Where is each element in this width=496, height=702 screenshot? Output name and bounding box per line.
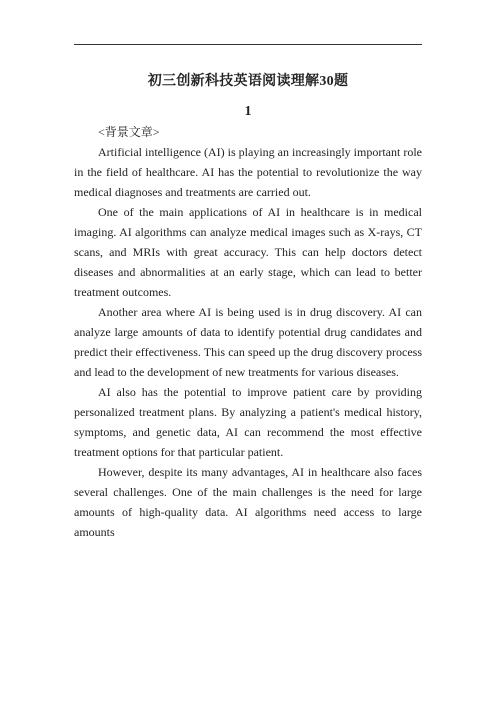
- paragraph-3: Another area where AI is being used is in drug discovery. AI can analyze large amounts of data to identify potential drug candidates and predict their effectiveness. This can speed up the drug discovery process and lead to the development of new treatments for various diseases.: [74, 305, 422, 379]
- header-rule: [74, 44, 422, 45]
- section-tag: <背景文章>: [98, 125, 160, 139]
- document-title: 初三创新科技英语阅读理解30题: [147, 74, 349, 89]
- question-number: 1: [244, 104, 252, 119]
- article-body: [74, 122, 422, 542]
- paragraph-4: AI also has the potential to improve patient care by providing personalized treatment plans. By analyzing a patient's medical history, symptoms, and genetic data, AI can recommend the most effective treatment options for that particular patient.: [74, 385, 422, 459]
- paragraph-2: One of the main applications of AI in healthcare is in medical imaging. AI algorithms can analyze medical images such as X-rays, CT scans, and MRIs with great accuracy. This can help doctors detect diseases and abnormalities at an early stage, which can lead to better treatment outcomes.: [74, 205, 422, 299]
- paragraph-1: Artificial intelligence (AI) is playing an increasingly important role in the field of healthcare. AI has the potential to revolutionize the way medical diagnoses and treatments are carried out.: [74, 145, 422, 199]
- paragraph-5: However, despite its many advantages, AI in healthcare also faces several challenges. One of the main challenges is the need for large amounts of high-quality data. AI algorithms need access to large amounts: [74, 465, 422, 539]
